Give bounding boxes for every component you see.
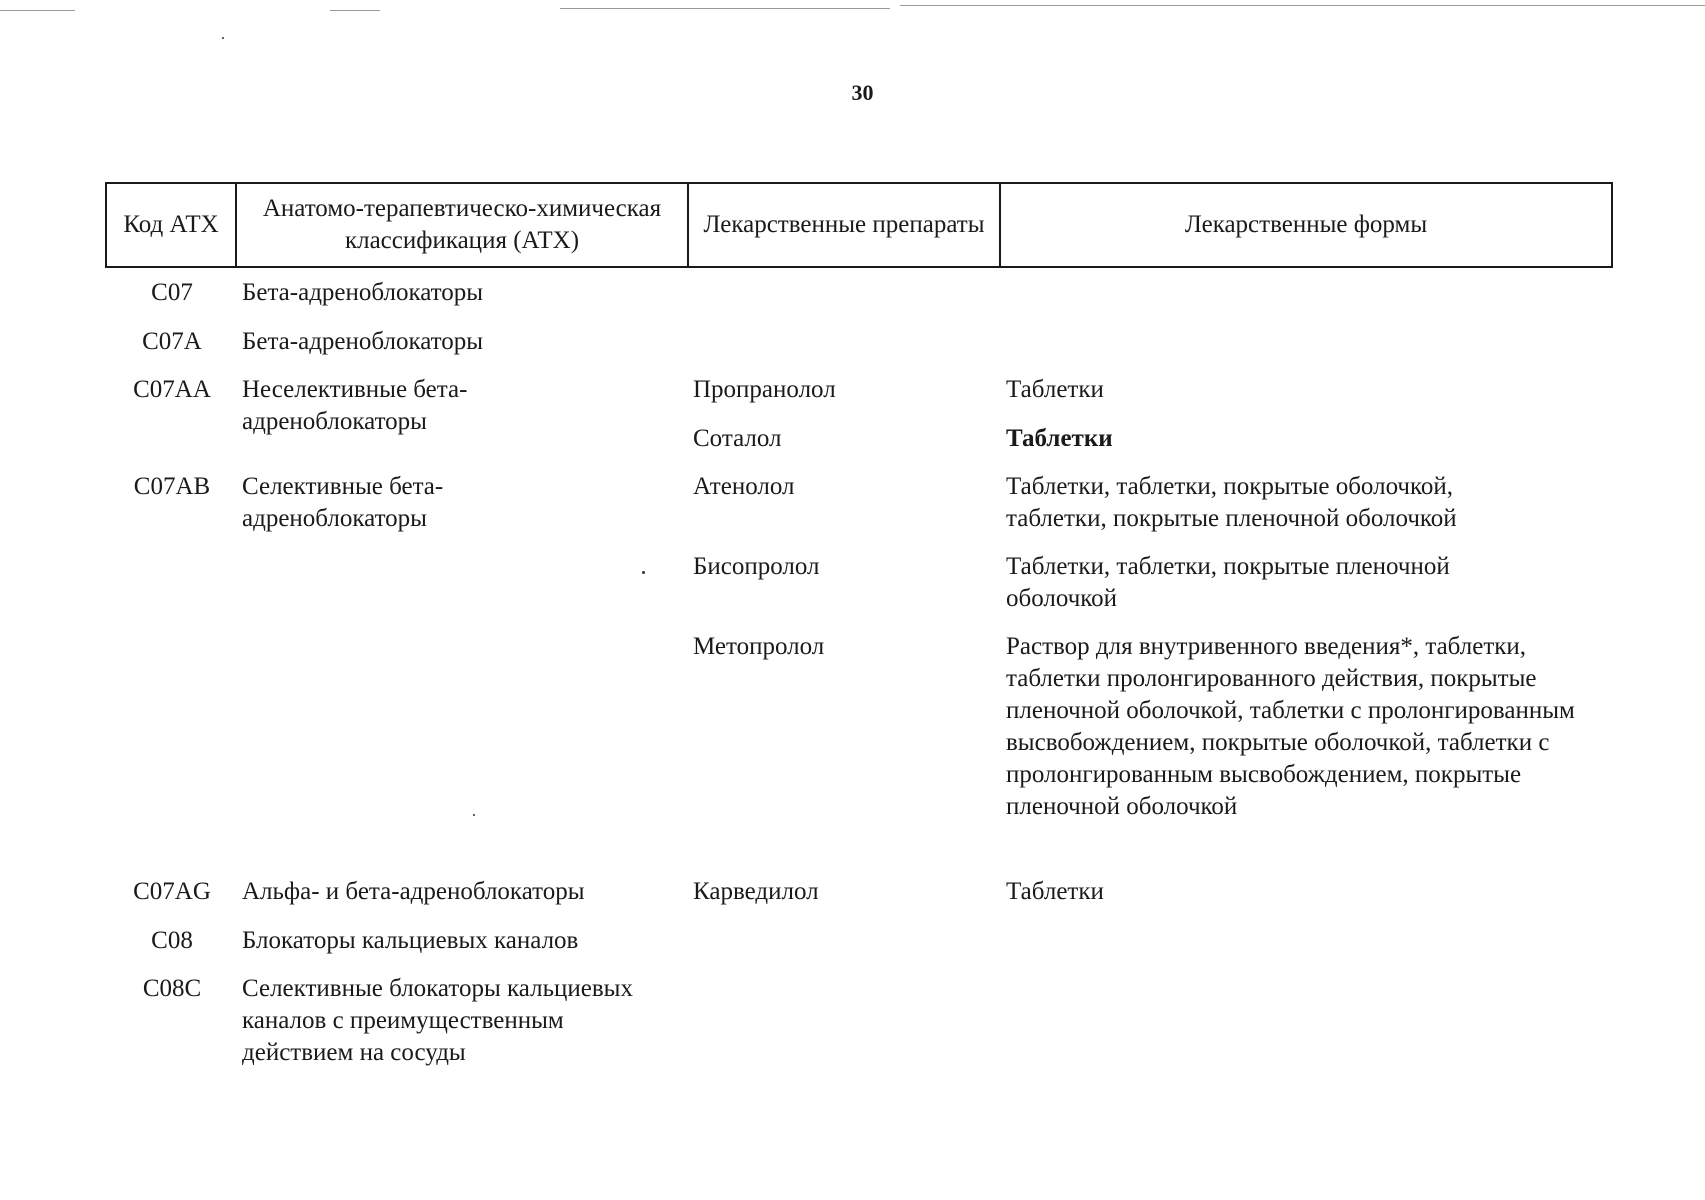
header-drugs: Лекарственные препараты [688, 183, 1000, 267]
header-dosage-forms: Лекарственные формы [1000, 183, 1612, 267]
drug-name: Соталол [693, 425, 782, 452]
header-atx-classification: Анатомо-терапевтическо-химическая классификация (АТХ) [236, 183, 688, 267]
scan-speck [222, 37, 224, 39]
atx-classification: Бета-адреноблокаторы [242, 279, 484, 306]
page-number: 30 [851, 80, 874, 105]
drug-name: Пропранолол [693, 376, 836, 403]
atx-code: C07AA [133, 376, 211, 403]
atx-classification: Альфа- и бета-адреноблокаторы [242, 878, 585, 905]
scan-speck [642, 571, 645, 574]
atx-classification: Бета-адреноблокаторы [242, 328, 484, 355]
drug-name: Карведилол [693, 878, 819, 905]
atx-code: C07 [151, 279, 193, 306]
atx-classification: Селективные блокаторы кальциевых каналов с преимущественным действием на сосуды [242, 975, 633, 1066]
atx-code: C07AB [133, 473, 211, 500]
table-header [105, 182, 1613, 268]
atx-code: C08C [142, 975, 202, 1002]
dosage-form: Таблетки [1006, 878, 1104, 905]
atx-code: C08 [151, 927, 193, 954]
scan-artifact-line [900, 5, 1705, 6]
header-atx-code: Код АТХ [106, 183, 236, 267]
dosage-form: Таблетки [1006, 376, 1104, 403]
atx-code: C07A [142, 328, 202, 355]
atx-classification: Блокаторы кальциевых каналов [242, 927, 579, 954]
scan-speck [473, 814, 475, 816]
dosage-form: Таблетки [1006, 425, 1113, 452]
scan-artifact-line [0, 10, 75, 11]
drug-name: Атенолол [693, 473, 795, 500]
drug-name: Метопролол [693, 633, 825, 660]
atx-code: C07AG [133, 878, 211, 905]
dosage-form: Таблетки, таблетки, покрытые оболочкой, таблетки, покрытые пленочной оболочкой [1006, 473, 1457, 532]
dosage-form: Раствор для внутривенного введения*, таблетки, таблетки пролонгированного действия, покрытые пленочной оболочкой, таблетки с пролонгированным высвобождением, покрытые оболочкой, таблетки с пролонгированным высвобождением, покрытые пленочной оболочкой [1006, 633, 1575, 820]
scan-artifact-line [560, 8, 890, 9]
dosage-form: Таблетки, таблетки, покрытые пленочной оболочкой [1006, 553, 1450, 612]
scan-artifact-line [330, 10, 380, 11]
atx-classification: Неселективные бета-адреноблокаторы [242, 376, 468, 435]
atx-classification: Селективные бета-адреноблокаторы [242, 473, 444, 532]
drug-name: Бисопролол [693, 553, 820, 580]
